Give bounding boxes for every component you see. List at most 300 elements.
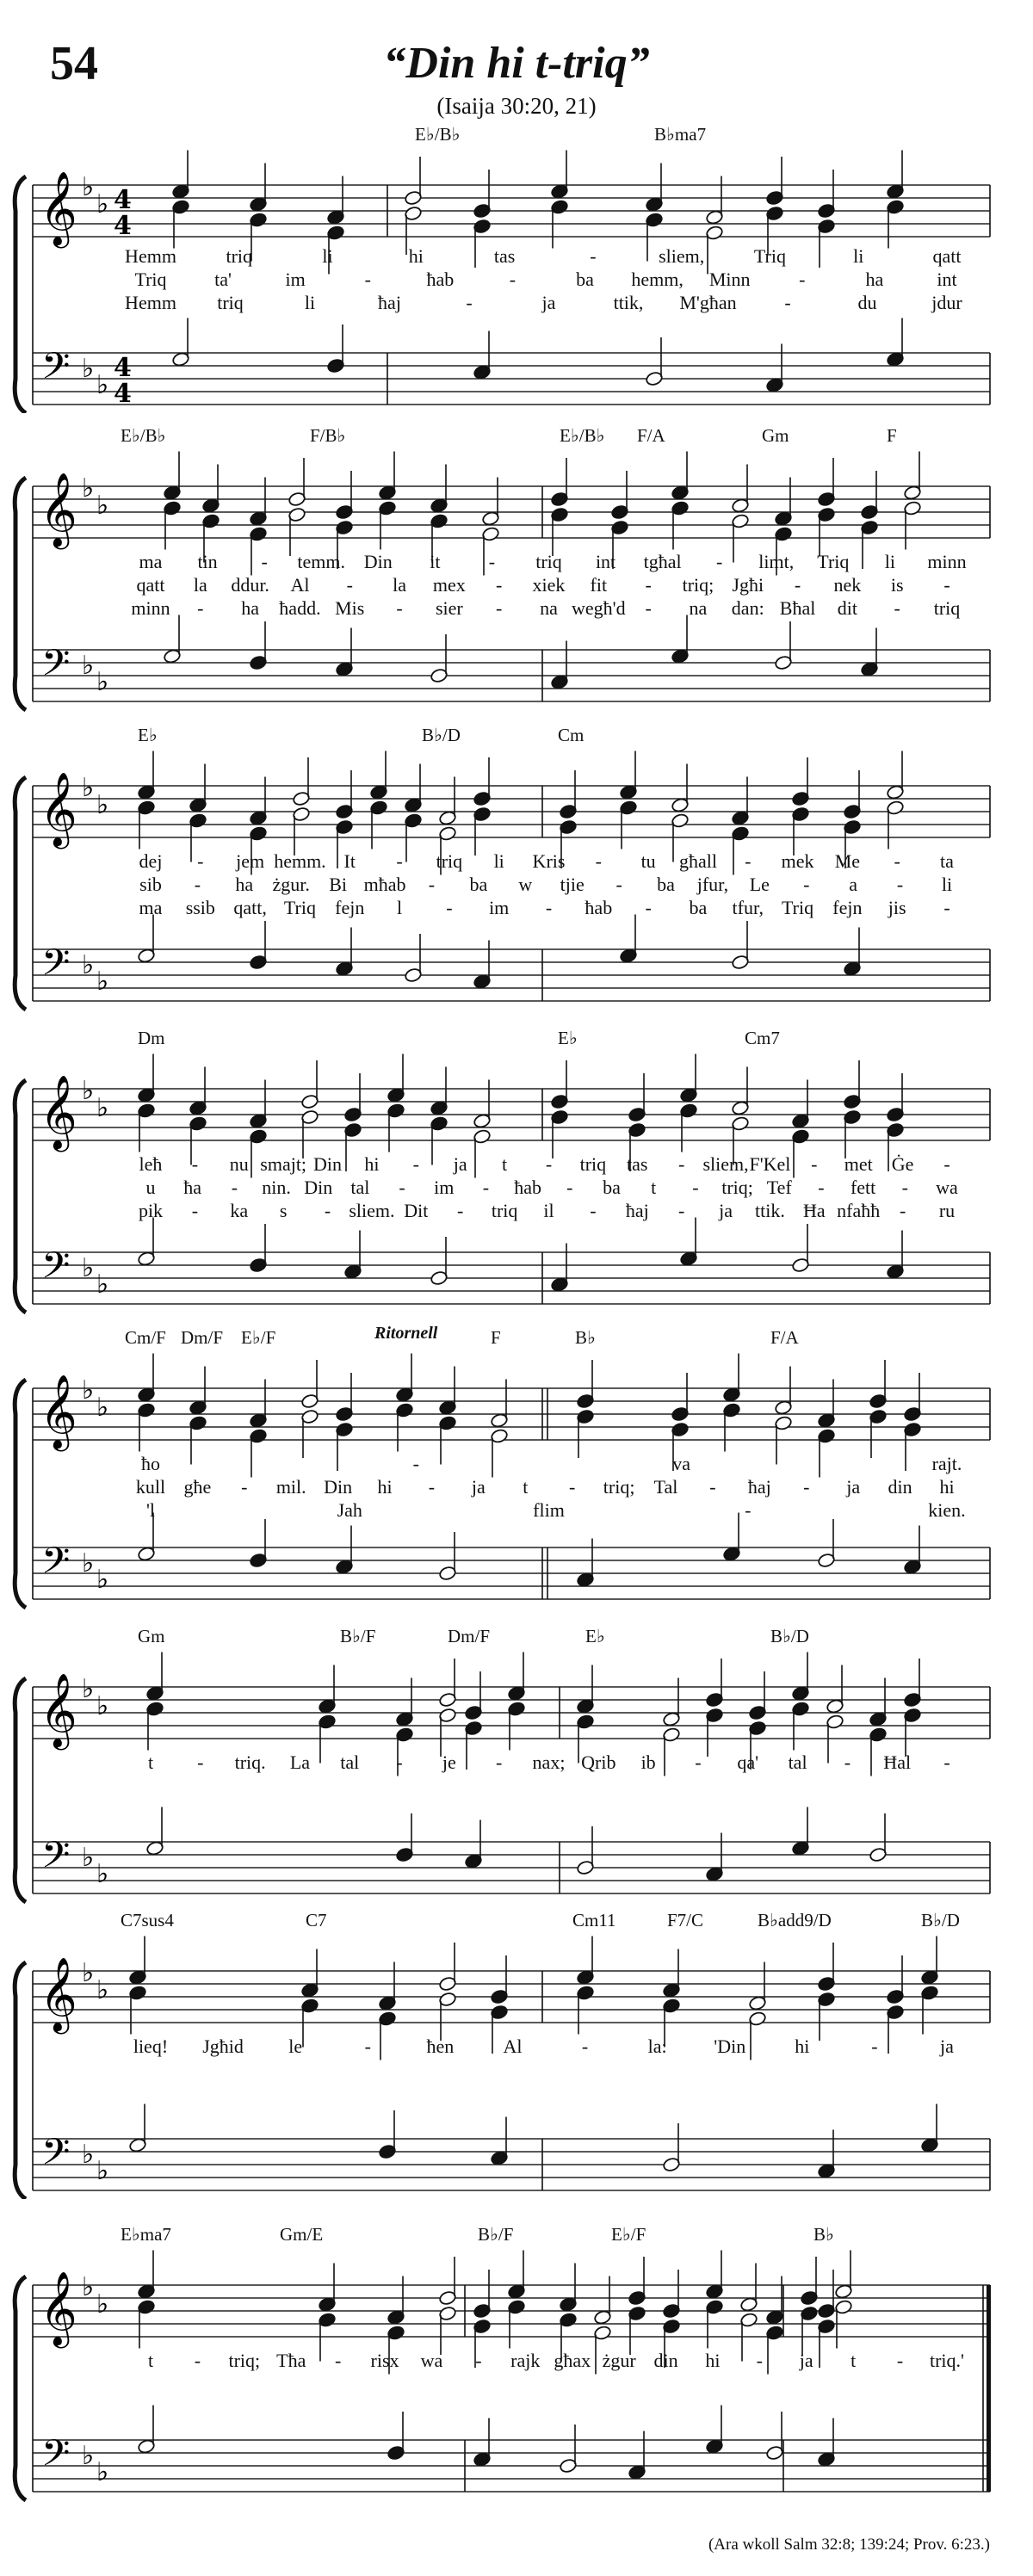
melody-note [886, 1073, 904, 1122]
melody-note [679, 1054, 697, 1103]
melody-note [507, 2251, 525, 2300]
melody-note [791, 1652, 809, 1702]
melody-note [300, 1949, 319, 1998]
bass-note [249, 1224, 267, 1273]
alto-note [817, 1992, 835, 2041]
flat-icon: ♭ [96, 790, 109, 820]
lyric-syllable: hi [795, 2035, 810, 2057]
lyric-syllable: F'Kel [749, 1153, 791, 1175]
lyric-syllable: għall [678, 850, 717, 872]
flat-icon: ♭ [82, 1375, 95, 1405]
lyric-syllable: hi [408, 245, 424, 267]
lyric-syllable: - [496, 597, 503, 619]
melody-note [774, 1367, 792, 1416]
lyric-syllable: tas [627, 1153, 648, 1175]
lyric-syllable: - [896, 2350, 904, 2371]
lyric-syllable: ħaj [747, 1476, 771, 1498]
flat-icon: ♭ [96, 1859, 109, 1889]
lyric-syllable: tal [340, 1751, 360, 1773]
melody-note [249, 164, 267, 213]
melody-note [404, 764, 422, 813]
lyric-syllable: Ħa [803, 1200, 826, 1221]
flat-icon: ♭ [82, 1674, 95, 1704]
bass-note [490, 2117, 508, 2166]
flat-icon: ♭ [82, 2441, 95, 2471]
lyric-line [0, 1153, 1033, 1176]
bass-note [249, 1519, 267, 1568]
bass-note [438, 1532, 456, 1581]
lyric-syllable: - [590, 1200, 597, 1221]
bass-note [249, 921, 267, 970]
lyric-syllable: nin. [262, 1177, 291, 1198]
melody-note [137, 2251, 155, 2300]
bass-note [163, 615, 181, 664]
bass-clef-icon: 𝄢 [41, 2131, 71, 2183]
lyric-syllable: ha [865, 269, 884, 290]
lyric-syllable: la [393, 574, 407, 596]
lyric-syllable: hi [377, 1476, 393, 1498]
lyric-syllable: triq; [228, 2350, 261, 2371]
lyric-syllable: - [191, 1200, 199, 1221]
melody-note [869, 1678, 887, 1727]
lyric-syllable: na [540, 597, 558, 619]
lyric-syllable: ha [235, 874, 254, 895]
bass-note [817, 2130, 835, 2179]
lyric-syllable: fejn [832, 897, 863, 918]
music-system [0, 1910, 1033, 2199]
lyric-syllable: int [595, 551, 616, 572]
lyric-syllable: it [430, 551, 441, 572]
lyric-syllable: - [943, 1751, 950, 1773]
lyric-syllable: tjie [560, 874, 585, 895]
treble-clef-icon: 𝄞 [40, 1374, 77, 1449]
lyric-syllable: nu [229, 1153, 249, 1175]
bass-note [343, 1231, 362, 1280]
melody-note [843, 770, 861, 819]
lyric-syllable: - [496, 1751, 503, 1773]
lyric-syllable: int [937, 269, 957, 290]
lyric-syllable: mek [781, 850, 814, 872]
lyric-syllable: - [901, 1177, 908, 1198]
melody-note [438, 1659, 456, 1708]
melody-note [318, 1665, 336, 1714]
bass-note [145, 1807, 164, 1856]
bass-note [137, 2406, 155, 2455]
alto-note [550, 1109, 568, 1158]
lyric-syllable: temm. [297, 551, 346, 572]
lyric-syllable: kull [135, 1476, 166, 1498]
lyric-syllable: triq; [603, 1476, 635, 1498]
melody-note [326, 176, 344, 225]
time-signature: 4 [114, 379, 132, 409]
flat-icon: ♭ [96, 967, 109, 997]
lyric-syllable: hemm. [274, 850, 326, 872]
melody-note [163, 452, 181, 501]
lyric-syllable: le [288, 2035, 303, 2057]
bass-note [576, 1539, 594, 1588]
melody-note [800, 2257, 818, 2306]
lyric-syllable: li [941, 874, 953, 895]
bass-note [679, 1218, 697, 1267]
lyric-syllable: qatt [136, 574, 165, 596]
flat-icon: ♭ [82, 773, 95, 803]
melody-note [645, 164, 663, 213]
flat-icon: ♭ [82, 2140, 95, 2170]
lyric-syllable: is [890, 574, 904, 596]
chord-symbol: B♭/D [422, 725, 461, 745]
treble-clef-icon: 𝄞 [40, 2271, 77, 2345]
melody-note [378, 1962, 396, 2011]
lyric-syllable: - [446, 897, 453, 918]
lyric-syllable: Tħa [276, 2350, 306, 2371]
lyric-syllable: Din [324, 1476, 353, 1498]
melody-note [395, 1678, 413, 1727]
lyric-syllable: - [194, 2350, 201, 2371]
lyric-line [0, 874, 1033, 896]
bass-note [464, 1820, 482, 1869]
bass-note [137, 1218, 155, 1267]
lyric-syllable: Kris [532, 850, 566, 872]
lyric-syllable: - [645, 597, 652, 619]
lyric-syllable: t [651, 1177, 657, 1198]
time-signature: 4 [114, 353, 132, 383]
melody-note [576, 1937, 594, 1986]
melody-note [378, 452, 396, 501]
bass-clef-icon: 𝄢 [41, 2432, 71, 2484]
footer-references: (Ara wkoll Salm 32:8; 139:24; Prov. 6:23.) [708, 2536, 990, 2554]
chord-symbol: E♭/B♭ [415, 124, 461, 145]
melody-note [731, 465, 749, 514]
lyric-syllable: dit [837, 597, 857, 619]
lyric-syllable: rajt. [931, 1453, 962, 1474]
lyric-syllable: triq [226, 245, 253, 267]
lyric-syllable: Triq [782, 897, 814, 918]
lyric-syllable: - [716, 551, 723, 572]
melody-note [137, 1054, 155, 1103]
melody-note [128, 1937, 146, 1986]
chord-symbol: B♭ [813, 2224, 834, 2245]
lyric-syllable: met [844, 1153, 873, 1175]
bass-note [619, 915, 637, 964]
lyric-syllable: 'Din [714, 2035, 746, 2057]
lyric-syllable: Triq [134, 269, 167, 290]
lyric-syllable: xiek [532, 574, 566, 596]
melody-note [671, 452, 689, 501]
bass-note [430, 1237, 448, 1286]
lyric-syllable: - [799, 269, 806, 290]
lyric-syllable: - [191, 1153, 199, 1175]
melody-note [335, 1373, 353, 1422]
melody-note [189, 1067, 207, 1116]
lyric-syllable: - [399, 1177, 405, 1198]
bass-note [387, 2412, 405, 2461]
lyric-syllable: qa' [737, 1751, 759, 1773]
lyric-syllable: sier [435, 597, 463, 619]
lyric-syllable: risx [370, 2350, 399, 2371]
flat-icon: ♭ [82, 354, 95, 384]
melody-note [145, 1652, 164, 1702]
melody-note [903, 1373, 921, 1422]
lyric-syllable: żgur. [272, 874, 310, 895]
music-system [0, 124, 1033, 413]
lyric-syllable: triq. [234, 1751, 266, 1773]
lyric-syllable: nek [833, 574, 862, 596]
lyric-syllable: nfaħħ [837, 1200, 881, 1221]
lyric-syllable: je [442, 1751, 456, 1773]
lyric-syllable: Hemm [125, 245, 176, 267]
bass-note [335, 628, 353, 677]
treble-clef-icon: 𝄞 [40, 171, 77, 245]
lyric-syllable: lieq! [133, 2035, 169, 2057]
lyric-line [0, 1177, 1033, 1199]
lyric-syllable: - [482, 1177, 490, 1198]
flat-icon: ♭ [96, 1975, 109, 2005]
melody-note [343, 1073, 362, 1122]
lyric-syllable: ħa [183, 1177, 202, 1198]
chord-symbol: E♭/F [611, 2224, 646, 2245]
lyric-syllable: Jgħid [202, 2035, 244, 2057]
melody-note [705, 2251, 723, 2300]
lyric-syllable: jdur [931, 292, 962, 313]
lyric-syllable: sib [139, 874, 162, 895]
melody-note [300, 1060, 319, 1109]
flat-icon: ♭ [96, 1691, 109, 1721]
alto-note [550, 507, 568, 556]
lyric-syllable: - [677, 1153, 685, 1175]
lyric-syllable: na [689, 597, 708, 619]
flat-icon: ♭ [96, 667, 109, 697]
time-signature: 4 [114, 185, 132, 215]
music-system [0, 1028, 1033, 1317]
flat-icon: ♭ [82, 1253, 95, 1283]
lyric-syllable: - [896, 874, 904, 895]
melody-note [817, 2270, 835, 2319]
lyric-syllable: Me [834, 850, 861, 872]
melody-note [817, 458, 835, 507]
melody-note [395, 1354, 413, 1403]
alto-note [903, 1708, 921, 1757]
chord-symbol: Cm7 [745, 1028, 780, 1048]
lyric-syllable: - [231, 1177, 238, 1198]
flat-icon: ♭ [96, 370, 109, 400]
lyric-syllable: tas [493, 245, 516, 267]
lyric-syllable: ma [139, 551, 163, 572]
melody-note [490, 1955, 508, 2005]
bass-note [765, 344, 783, 393]
lyric-syllable: Din [363, 551, 393, 572]
lyric-syllable: fit [590, 574, 608, 596]
melody-note [765, 2276, 783, 2326]
melody-note [791, 1080, 809, 1129]
bass-note [430, 634, 448, 683]
lyric-syllable: Bi [329, 874, 348, 895]
bass-note [395, 1813, 413, 1863]
melody-note [292, 757, 310, 806]
flat-icon: ♭ [96, 1093, 109, 1123]
lyric-line [0, 2350, 1033, 2372]
lyric-syllable: din [653, 2350, 678, 2371]
melody-note [550, 151, 568, 200]
melody-note [920, 1937, 938, 1986]
bass-note [550, 1244, 568, 1293]
chord-symbol: Dm/F [448, 1626, 491, 1646]
bass-note [249, 621, 267, 670]
bass-clef-icon: 𝄢 [41, 1540, 71, 1591]
lyric-syllable: pik [138, 1200, 164, 1221]
lyric-syllable: hi [939, 1476, 955, 1498]
treble-clef-icon: 𝄞 [40, 1075, 77, 1149]
melody-note [731, 1067, 749, 1116]
chord-symbol: F [491, 1327, 501, 1348]
bass-note [817, 1519, 835, 1568]
music-system [0, 1324, 1033, 1616]
bass-clef-icon: 𝄢 [41, 1245, 71, 1296]
lyric-syllable: mil. [275, 1476, 306, 1498]
bass-note [705, 1833, 723, 1882]
bass-note [335, 1526, 353, 1575]
chord-symbol: B♭/F [340, 1626, 376, 1646]
melody-note [593, 2276, 611, 2326]
lyric-syllable: tgħal [643, 551, 682, 572]
alto-note [705, 1708, 723, 1757]
bass-note [774, 621, 792, 670]
lyric-syllable: sliem, [702, 1153, 749, 1175]
lyric-syllable: Mis [335, 597, 365, 619]
bass-note [860, 628, 878, 677]
lyric-syllable: - [197, 850, 204, 872]
alto-note [576, 1409, 594, 1458]
lyric-syllable: nax; [532, 1751, 566, 1773]
lyric-syllable: ħo [141, 1453, 160, 1474]
lyric-syllable: tal [788, 1751, 807, 1773]
lyric-syllable: ja [719, 1200, 733, 1221]
lyric-syllable: ja [940, 2035, 954, 2057]
melody-note [817, 1380, 835, 1429]
chord-symbol: F/A [637, 425, 665, 446]
bass-note [171, 318, 189, 368]
chord-symbol: Cm [558, 725, 585, 745]
chord-symbol: B♭add9/D [758, 1910, 832, 1930]
flat-icon: ♭ [82, 172, 95, 202]
lyric-syllable: - [509, 269, 516, 290]
lyric-syllable: ħab [426, 269, 455, 290]
bass-note [886, 318, 904, 368]
lyric-syllable: - [428, 874, 436, 895]
lyric-syllable: triq; [682, 574, 714, 596]
lyric-syllable: - [569, 1476, 576, 1498]
bass-note [550, 641, 568, 690]
chord-symbol: Gm/E [280, 2224, 324, 2245]
alto-note [300, 1409, 319, 1458]
melody-note [748, 1962, 766, 2011]
melody-note [300, 1360, 319, 1409]
lyric-syllable: limt, [758, 551, 795, 572]
chord-symbol: E♭ma7 [121, 2224, 171, 2245]
chord-symbol: E♭/B♭ [560, 425, 605, 446]
lyric-syllable: sliem, [659, 245, 705, 267]
lyric-syllable: triq [535, 551, 562, 572]
lyric-syllable: hi [705, 2350, 721, 2371]
lyric-syllable: - [457, 1200, 464, 1221]
lyric-syllable: ta' [214, 269, 232, 290]
flat-icon: ♭ [82, 1958, 95, 1988]
lyric-syllable: tu [640, 850, 656, 872]
melody-note [671, 764, 689, 813]
lyric-syllable: t [147, 2350, 154, 2371]
lyric-syllable: Din [313, 1153, 343, 1175]
melody-note [473, 2270, 491, 2319]
bass-note [576, 1826, 594, 1875]
lyric-line [0, 551, 1033, 573]
lyric-syllable: w [518, 874, 533, 895]
flat-icon: ♭ [82, 1843, 95, 1873]
lyric-syllable: - [709, 1476, 716, 1498]
lyric-syllable: - [364, 269, 371, 290]
melody-note [628, 1073, 646, 1122]
music-system [0, 425, 1033, 714]
lyric-syllable: Le [749, 874, 770, 895]
lyric-syllable: - [756, 2350, 764, 2371]
system-brace [15, 2276, 26, 2500]
melody-note [438, 1367, 456, 1416]
chord-symbol: B♭/D [770, 1626, 809, 1646]
bass-note [326, 324, 344, 374]
system-brace [15, 1962, 26, 2199]
flat-icon: ♭ [82, 473, 95, 503]
alto-note [628, 2306, 646, 2355]
lyric-syllable: ha [241, 597, 260, 619]
lyric-syllable: Dit [404, 1200, 429, 1221]
lyric-syllable: - [566, 1177, 573, 1198]
lyric-syllable: - [590, 245, 597, 267]
lyric-syllable: - [645, 574, 652, 596]
chord-symbol: F/A [770, 1327, 799, 1348]
lyric-syllable: triq [579, 1153, 607, 1175]
lyric-syllable: ba [603, 1177, 621, 1198]
melody-note [335, 471, 353, 520]
lyric-syllable: Triq [817, 551, 850, 572]
lyric-syllable: Minn [708, 269, 751, 290]
bass-note [843, 928, 861, 977]
lyric-syllable: t [502, 1153, 508, 1175]
flat-icon: ♭ [82, 651, 95, 681]
melody-note [705, 1659, 723, 1708]
lyric-syllable: jem [236, 850, 265, 872]
melody-note [817, 170, 835, 219]
chord-symbol: E♭ [558, 1028, 578, 1048]
melody-note [886, 751, 904, 800]
bass-note [705, 2406, 723, 2455]
lyric-syllable: li [493, 850, 504, 872]
lyric-syllable: ssib [185, 897, 215, 918]
lyric-syllable: hemm, [631, 269, 684, 290]
melody-note [430, 1067, 448, 1116]
lyric-line [0, 269, 1033, 291]
bass-note [765, 2412, 783, 2461]
bass-clef-icon: 𝄢 [41, 642, 71, 694]
lyric-syllable: dej [139, 850, 163, 872]
melody-note [903, 452, 921, 501]
bass-note [817, 2418, 835, 2468]
lyric-syllable: ja [799, 2350, 813, 2371]
melody-note [387, 1054, 405, 1103]
flat-icon: ♭ [96, 2156, 109, 2186]
lyric-syllable: l [397, 897, 403, 918]
flat-icon: ♭ [96, 2289, 109, 2320]
lyric-line [0, 597, 1033, 620]
melody-note [610, 471, 628, 520]
lyric-syllable: ħaj [625, 1200, 649, 1221]
